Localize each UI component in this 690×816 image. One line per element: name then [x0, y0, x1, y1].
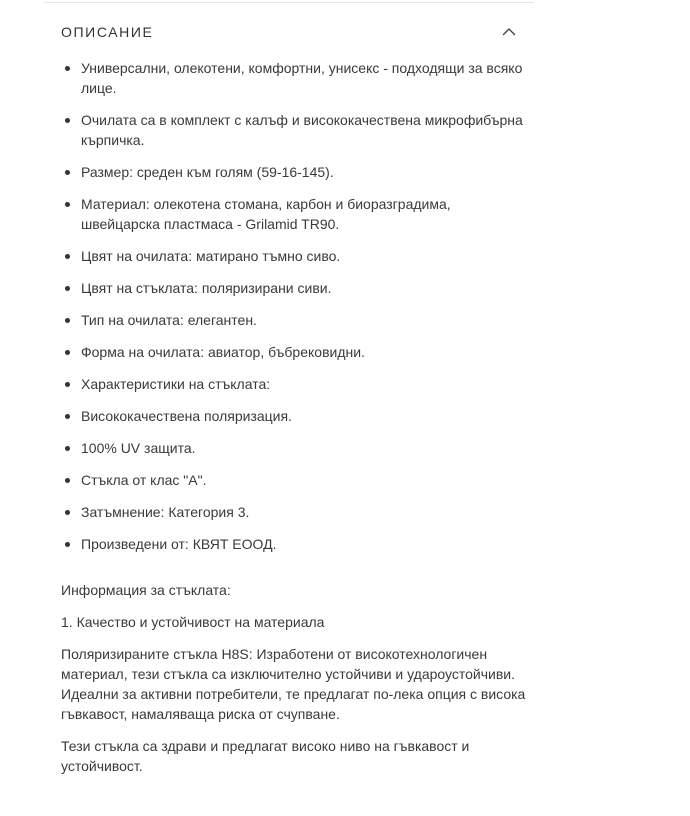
list-item: Висококачествена поляризация. [61, 406, 531, 426]
list-item: 100% UV защита. [61, 438, 531, 458]
description-accordion-header[interactable] [61, 22, 517, 42]
lens-info-heading: Информация за стъклата: [61, 582, 231, 598]
list-item: Универсални, олекотени, комфортни, унисекс - подходящи за всяко лице. [61, 58, 531, 98]
chevron-up-icon[interactable] [501, 24, 517, 40]
list-item: Тип на очилата: елегантен. [61, 310, 531, 330]
lens-paragraph: Поляризираните стъкла H8S: Изработени от високотехнологичен материал, тези стъкла са изключително устойчиви и удароустойчиви. Идеални за активни потребители, те предлагат по-лека опция с висока гъвкавост, намаляваща риска от счупване. [61, 646, 526, 722]
list-item: Стъкла от клас "А". [61, 470, 531, 490]
description-content [61, 58, 531, 788]
list-item: Цвят на стъклата: поляризирани сиви. [61, 278, 531, 298]
feature-list [61, 58, 531, 554]
list-item: Затъмнение: Категория 3. [61, 502, 531, 522]
accordion-title: ОПИСАНИЕ [61, 24, 154, 40]
lens-section-title: 1. Качество и устойчивост на материала [61, 614, 325, 630]
lens-paragraph: Тези стъкла са здрави и предлагат високо ниво на гъвкавост и устойчивост. [61, 738, 470, 774]
top-divider [44, 2, 534, 3]
list-item: Материал: олекотена стомана, карбон и биоразградима, швейцарска пластмаса - Grilamid TR90. [61, 194, 531, 234]
list-item: Характеристики на стъклата: [61, 374, 531, 394]
list-item: Произведени от: КВЯТ ЕООД. [61, 534, 531, 554]
list-item: Размер: среден към голям (59-16-145). [61, 162, 531, 182]
list-item: Форма на очилата: авиатор, бъбрековидни. [61, 342, 531, 362]
list-item: Очилата са в комплект с калъф и висококачествена микрофибърна кърпичка. [61, 110, 531, 150]
list-item: Цвят на очилата: матирано тъмно сиво. [61, 246, 531, 266]
